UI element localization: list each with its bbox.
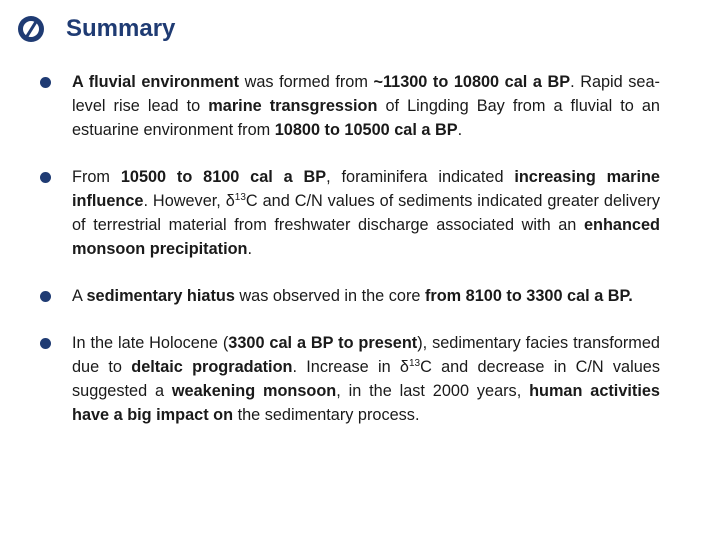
page-title: Summary <box>66 15 176 42</box>
bullet-text: marine transgression <box>208 97 378 115</box>
list-item <box>38 284 660 308</box>
bullet-text: enhanced monsoon precipitation <box>72 216 660 258</box>
bullet-text: the sedimentary process. <box>233 406 420 424</box>
bullet-text: 10800 to 10500 cal a BP <box>274 121 458 139</box>
bullet-text: C and decrease in C/N values suggested a <box>72 358 660 400</box>
bullet-text: increasing marine influence <box>72 168 660 210</box>
bullet-text: A <box>72 287 87 305</box>
bullet-text: sedimentary hiatus <box>86 287 235 305</box>
circle-slash-logo-icon <box>18 16 44 42</box>
header <box>18 12 175 46</box>
bullet-text: , foraminifera indicated <box>326 168 515 186</box>
bullet-dot-icon <box>40 291 51 302</box>
bullet-text: was observed in the core <box>234 287 425 305</box>
bullet-text: 3300 cal a BP to present <box>228 334 418 352</box>
bullet-text: human activities have a big impact on <box>72 382 660 424</box>
bullet-text: , in the last 2000 years, <box>336 382 530 400</box>
bullet-text: from 8100 to 3300 cal a BP. <box>424 287 633 305</box>
bullet-text: ), sedimentary facies transformed due to <box>72 334 660 376</box>
superscript: 13 <box>234 192 246 203</box>
superscript: 13 <box>408 358 421 369</box>
bullet-text: A fluvial environment <box>72 73 240 91</box>
bullet-dot-icon <box>40 77 51 88</box>
bullet-text: of Lingding Bay from a fluvial to an estuarine environment from <box>72 97 660 139</box>
bullet-text: . However, δ <box>143 192 235 210</box>
bullet-text: was formed from <box>239 73 374 91</box>
bullet-text: . Rapid sea-level rise lead to <box>72 73 660 115</box>
bullet-text: ~11300 to 10800 cal a BP <box>373 73 571 91</box>
bullet-dot-icon <box>40 172 51 183</box>
bullet-text: 10500 to 8100 cal a BP <box>120 168 327 186</box>
bullet-text: From <box>72 168 121 186</box>
summary-list <box>38 70 660 450</box>
bullet-text: deltaic progradation <box>131 358 293 376</box>
bullet-text: In the late Holocene ( <box>72 334 229 352</box>
bullet-text: weakening monsoon <box>171 382 337 400</box>
bullet-text: C and C/N values of sediments indicated greater delivery of terrestrial material from freshwater discharge associated with an <box>72 192 660 234</box>
list-item <box>38 165 660 261</box>
list-item <box>38 70 660 142</box>
bullet-text: . Increase in δ <box>292 358 409 376</box>
bullet-text: . <box>457 121 463 139</box>
bullet-text: . <box>247 240 253 258</box>
bullet-dot-icon <box>40 338 51 349</box>
list-item <box>38 331 660 427</box>
